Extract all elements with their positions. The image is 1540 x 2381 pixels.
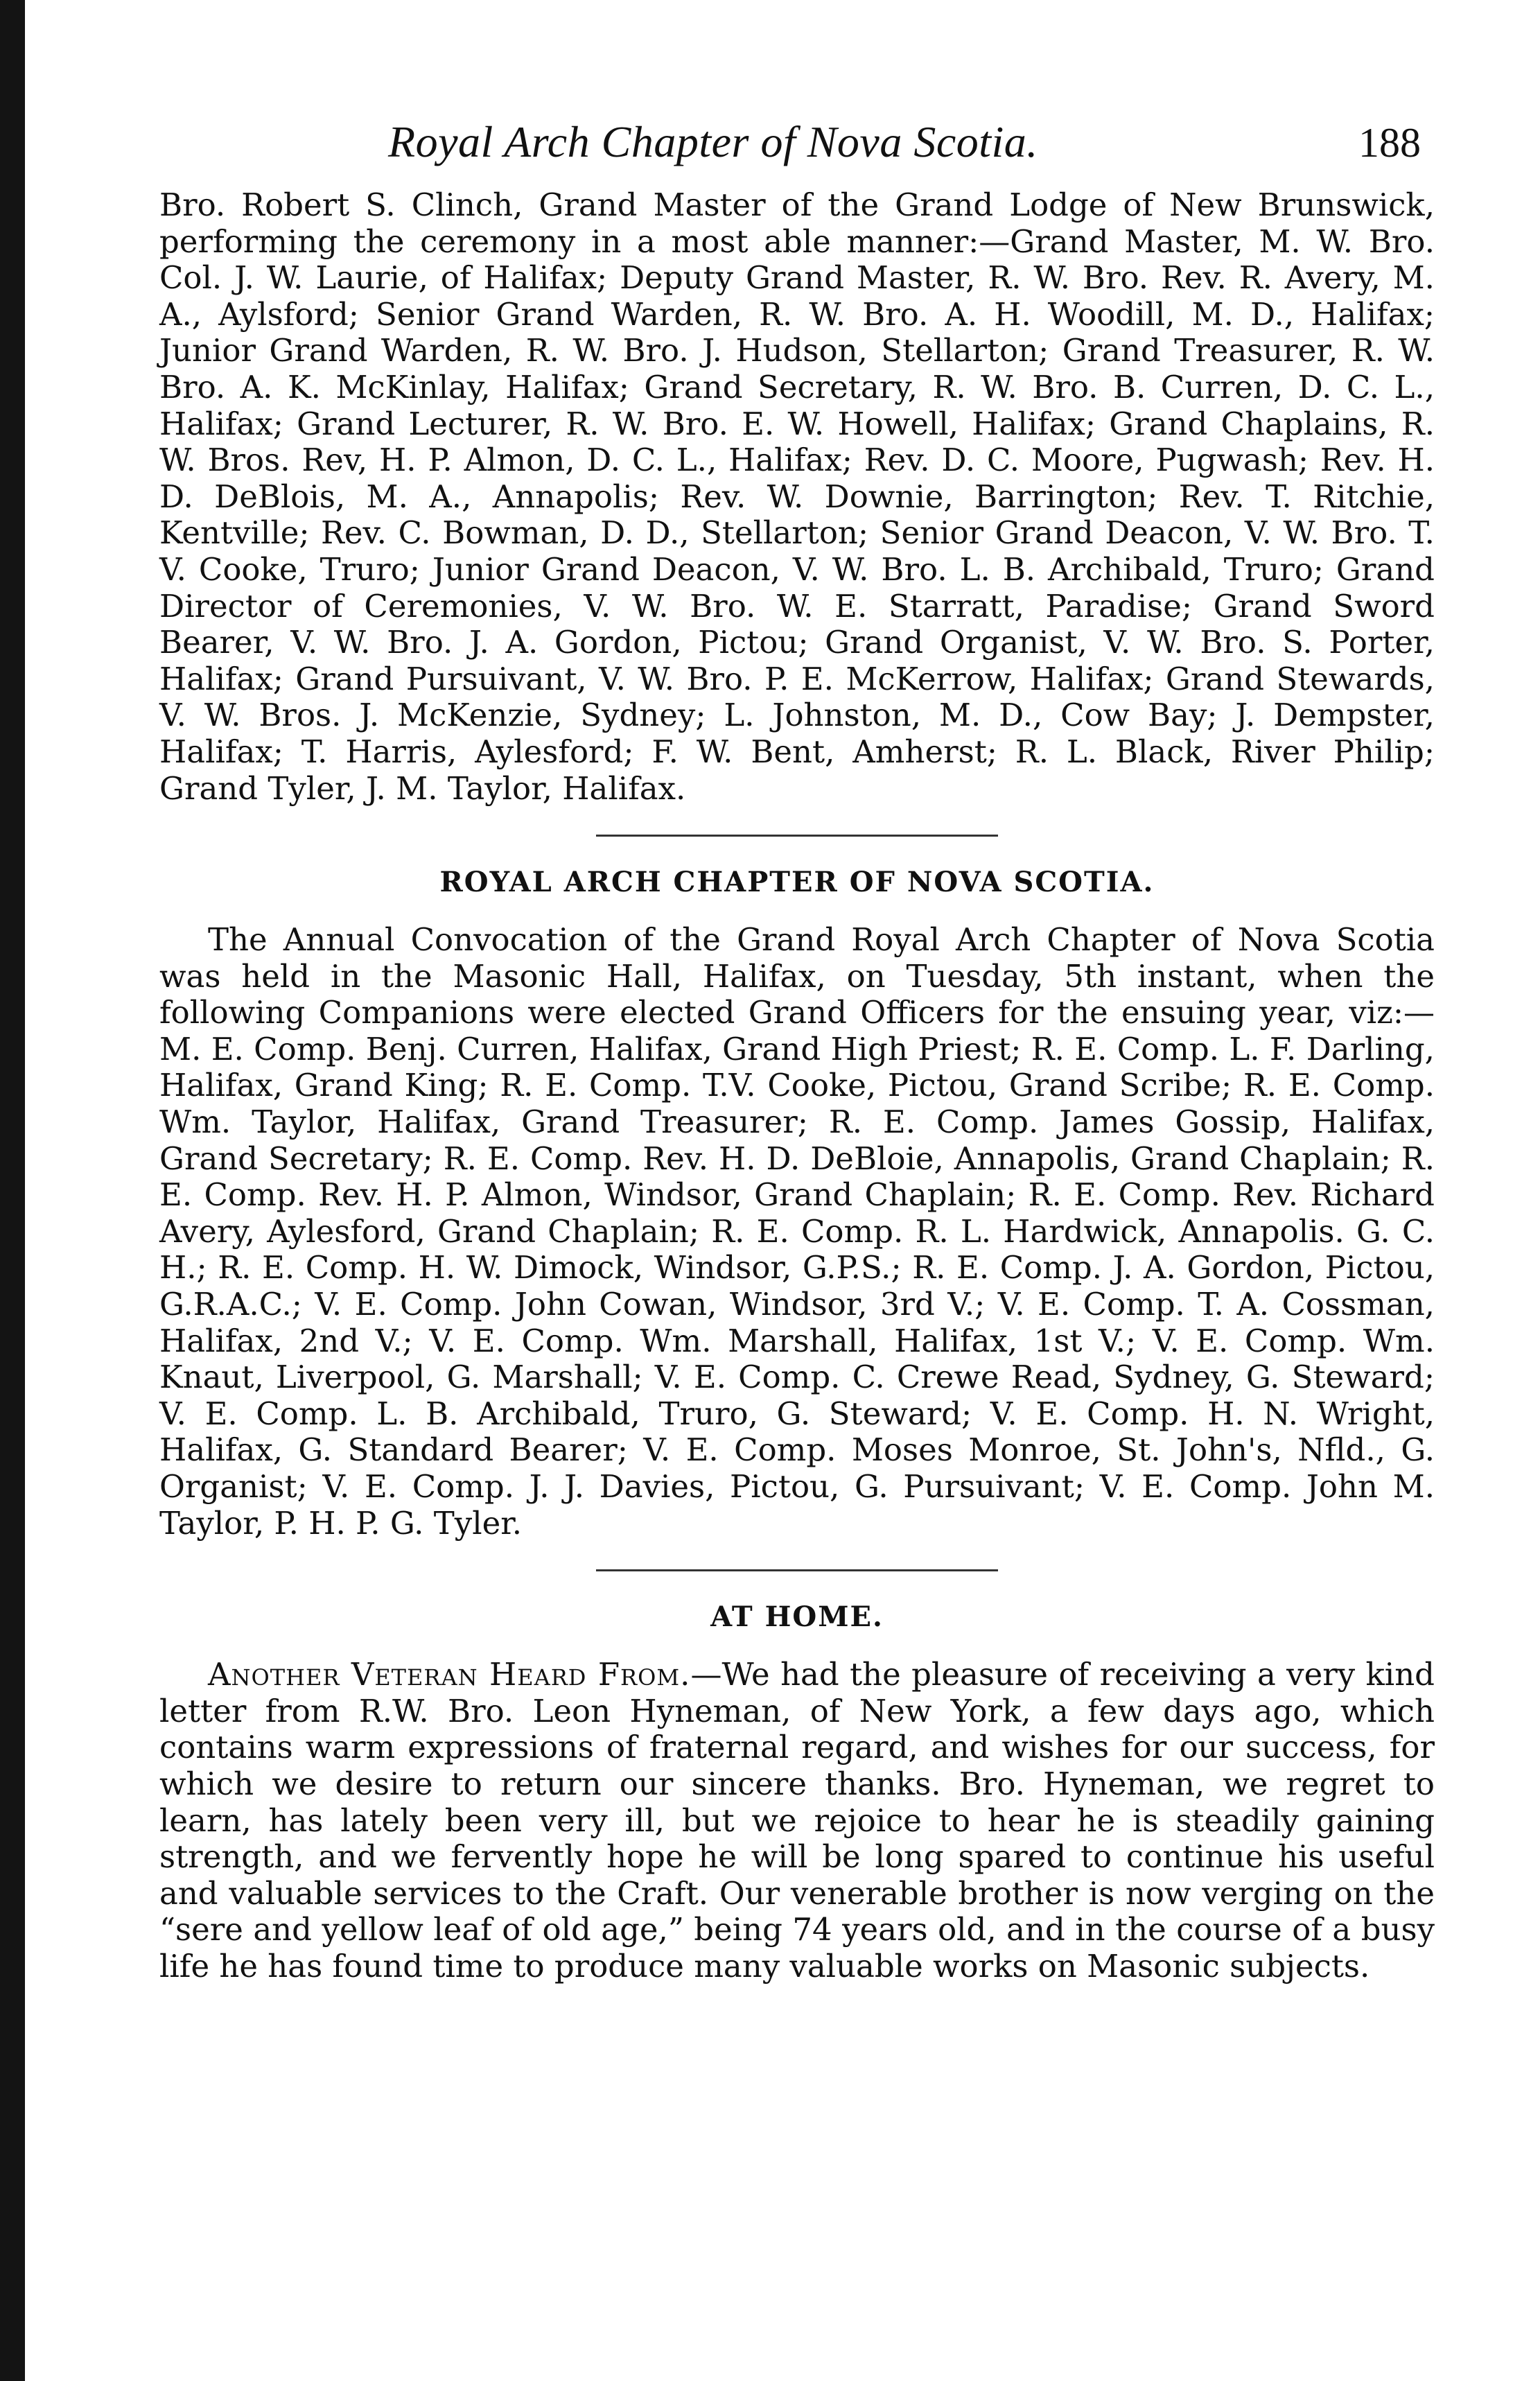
- book-page: [159, 104, 1435, 1985]
- scan-edge-shadow: [0, 0, 25, 2381]
- page-number: 188: [1358, 120, 1421, 166]
- section-divider: [596, 1569, 998, 1571]
- running-title: Royal Arch Chapter of Nova Scotia.: [388, 117, 1038, 166]
- at-home-lead-in: Another Veteran Heard From.: [208, 1656, 691, 1693]
- at-home-paragraph: [159, 1657, 1435, 1985]
- at-home-body: —We had the pleasure of receiving a very kind letter from R.W. Bro. Leon Hyneman, of New York, a few days ago, which contains warm expressions of fraternal regard, and wishes for our success, for which we desire to return our sincere thanks. Bro. Hyneman, we regret to learn, has lately been very ill, but we rejoice to hear he is steadily gaining strength, and we fervently hope he will be long spared to continue his useful and valuable services to the Craft. Our venerable brother is now verging on the “sere and yellow leaf of old age,” being 74 years old, and in the course of a busy life he has found time to produce many valuable works on Masonic subjects.: [159, 1656, 1435, 1985]
- grand-lodge-officers-paragraph: Bro. Robert S. Clinch, Grand Master of the Grand Lodge of New Brunswick, performing the ceremony in a most able manner:—Grand Master, M. W. Bro. Col. J. W. Laurie, of Halifax; Deputy Grand Master, R. W. Bro. Rev. R. Avery, M. A., Aylsford; Senior Grand Warden, R. W. Bro. A. H. Woodill, M. D., Halifax; Junior Grand Warden, R. W. Bro. J. Hudson, Stellarton; Grand Treasurer, R. W. Bro. A. K. McKinlay, Halifax; Grand Secretary, R. W. Bro. B. Curren, D. C. L., Halifax; Grand Lecturer, R. W. Bro. E. W. Howell, Halifax; Grand Chaplains, R. W. Bros. Rev, H. P. Almon, D. C. L., Halifax; Rev. D. C. Moore, Pugwash; Rev. H. D. DeBlois, M. A., Annapolis; Rev. W. Downie, Barrington; Rev. T. Ritchie, Kentville; Rev. C. Bowman, D. D., Stellarton; Senior Grand Deacon, V. W. Bro. T. V. Cooke, Truro; Junior Grand Deacon, V. W. Bro. L. B. Archibald, Truro; Grand Director of Ceremonies, V. W. Bro. W. E. Starratt, Paradise; Grand Sword Bearer, V. W. Bro. J. A. Gordon, Pictou; Grand Organist, V. W. Bro. S. Porter, Halifax; Grand Pursuivant, V. W. Bro. P. E. McKerrow, Halifax; Grand Stewards, V. W. Bros. J. McKenzie, Sydney; L. Johnston, M. D., Cow Bay; J. Dempster, Halifax; T. Harris, Aylesford; F. W. Bent, Amherst; R. L. Black, River Philip; Grand Tyler, J. M. Taylor, Halifax.: [159, 186, 1435, 807]
- at-home-heading: AT HOME.: [710, 1601, 884, 1634]
- royal-arch-heading: ROYAL ARCH CHAPTER OF NOVA SCOTIA.: [439, 866, 1155, 899]
- section-divider: [596, 835, 998, 837]
- royal-arch-paragraph: The Annual Convocation of the Grand Royal Arch Chapter of Nova Scotia was held in the Masonic Hall, Halifax, on Tuesday, 5th instant, when the following Companions were elected Grand Officers for the ensuing year, viz:—M. E. Comp. Benj. Curren, Halifax, Grand High Priest; R. E. Comp. L. F. Darling, Halifax, Grand King; R. E. Comp. T.V. Cooke, Pictou, Grand Scribe; R. E. Comp. Wm. Taylor, Halifax, Grand Treasurer; R. E. Comp. James Gossip, Halifax, Grand Secretary; R. E. Comp. Rev. H. D. DeBloie, Annapolis, Grand Chaplain; R. E. Comp. Rev. H. P. Almon, Windsor, Grand Chaplain; R. E. Comp. Rev. Richard Avery, Aylesford, Grand Chaplain; R. E. Comp. R. L. Hardwick, Annapolis. G. C. H.; R. E. Comp. H. W. Dimock, Windsor, G.P.S.; R. E. Comp. J. A. Gordon, Pictou, G.R.A.C.; V. E. Comp. John Cowan, Windsor, 3rd V.; V. E. Comp. T. A. Cossman, Halifax, 2nd V.; V. E. Comp. Wm. Marshall, Halifax, 1st V.; V. E. Comp. Wm. Knaut, Liverpool, G. Marshall; V. E. Comp. C. Crewe Read, Sydney, G. Steward; V. E. Comp. L. B. Archibald, Truro, G. Steward; V. E. Comp. H. N. Wright, Halifax, G. Standard Bearer; V. E. Comp. Moses Monroe, St. John's, Nfld., G. Organist; V. E. Comp. J. J. Davies, Pictou, G. Pursuivant; V. E. Comp. John M. Taylor, P. H. P. G. Tyler.: [159, 921, 1435, 1542]
- running-head: [159, 104, 1435, 187]
